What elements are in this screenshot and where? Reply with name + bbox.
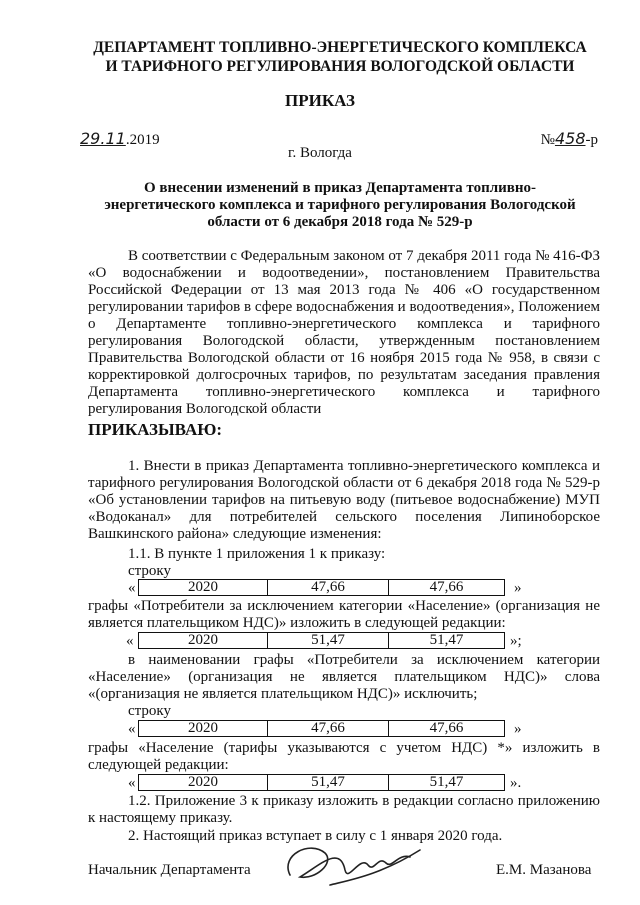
text-b-paragraph: в наименовании графы «Потребители за исключением категории «Население» (организация не является плательщиком НДС)» слова «(организация не является плательщиком НДС)» исключить; [88,652,600,702]
doc-type: ПРИКАЗ [285,91,355,110]
signer-name: Е.М. Мазанова [496,862,592,878]
department-line-2: И ТАРИФНОГО РЕГУЛИРОВАНИЯ ВОЛОГОДСКОЙ ОБЛАСТИ [105,58,575,75]
quote-open-1: « [128,580,136,596]
item-1-1: 1.1. В пункте 1 приложения 1 к приказу: [128,546,386,562]
order-word: ПРИКАЗЫВАЮ: [88,420,223,439]
signer-position: Начальник Департамента [88,862,251,878]
tariff-row-2 [138,632,505,649]
tariff-row-1 [138,579,505,596]
document-title [90,180,590,231]
item-1-2-paragraph: 1.2. Приложение 3 к приказу изложить в редакции согласно приложению к настоящему приказу. [88,793,600,826]
title-line-3: области от 6 декабря 2018 года № 529-р [207,214,473,230]
city: г. Вологда [288,145,352,161]
department-line-1: ДЕПАРТАМЕНТ ТОПЛИВНО-ЭНЕРГЕТИЧЕСКОГО КОМПЛЕКСА [93,39,587,56]
quote-close-2: »; [510,633,522,649]
cell-value-2: 51,47 [389,775,505,791]
cell-value-1: 47,66 [268,721,389,737]
cell-value-1: 51,47 [268,775,389,791]
cell-value-2: 47,66 [389,721,505,737]
cell-year: 2020 [139,633,268,649]
cell-value-1: 47,66 [268,580,389,596]
item-2-paragraph: 2. Настоящий приказ вступает в силу с 1 января 2020 года. [128,828,503,844]
number-prefix: № [540,132,555,148]
cell-value-2: 47,66 [389,580,505,596]
cell-year: 2020 [139,580,268,596]
preamble-paragraph: В соответствии с Федеральным законом от 7 декабря 2011 года № 416-ФЗ «О водоснабжении и водоотведении», постановлением Правительства Российской Федерации от 13 мая 2013 года № 406 «О государственном регулировании тарифов в сфере водоснабжения и водоотведения», Положением о Департаменте топливно-энергетического комплекса и тарифного регулирования Вологодской области, утвержденным постановлением Правительства Вологодской области от 16 ноября 2015 года № 958, в связи с корректировкой долгосрочных тарифов, по результатам заседания правления Департамента топливно-энергетического комплекса и тарифного регулирования Вологодской области [88,248,600,417]
quote-open-3: « [128,721,136,737]
cell-value-2: 51,47 [389,633,505,649]
cell-year: 2020 [139,775,268,791]
title-line-2: энергетического комплекса и тарифного регулирования Вологодской [104,197,576,213]
text-a-paragraph: графы «Потребители за исключением категории «Население» (организация не является плательщиком НДС)» изложить в следующей редакции: [88,598,600,631]
handwritten-date: 29.11 [80,129,126,148]
quote-open-2: « [126,633,134,649]
quote-close-1: » [514,580,522,596]
quote-close-4: ». [510,775,522,791]
handwritten-number: 458 [554,129,586,148]
number-suffix: -р [585,132,598,148]
tariff-row-4 [138,774,505,791]
text-c-paragraph: графы «Население (тарифы указываются с учетом НДС) *» изложить в следующей редакции: [88,740,600,773]
tariff-row-3 [138,720,505,737]
quote-close-3: » [514,721,522,737]
handwritten-signature [270,835,430,895]
title-line-1: О внесении изменений в приказ Департамента топливно- [143,180,537,196]
quote-open-4: « [128,775,136,791]
date-year: .2019 [125,132,160,148]
cell-year: 2020 [139,721,268,737]
cell-value-1: 51,47 [268,633,389,649]
item-1-paragraph: 1. Внести в приказ Департамента топливно-энергетического комплекса и тарифного регулирования Вологодской области от 6 декабря 2018 года № 529-р «Об установлении тарифов на питьевую воду (питьевое водоснабжение) МУП «Водоканал» для потребителей сельского поселения Липиноборское Вашкинского района» следующие изменения: [88,458,600,542]
word-stroku-2: строку [128,703,171,719]
department-header [80,38,600,76]
word-stroku-1: строку [128,563,171,579]
